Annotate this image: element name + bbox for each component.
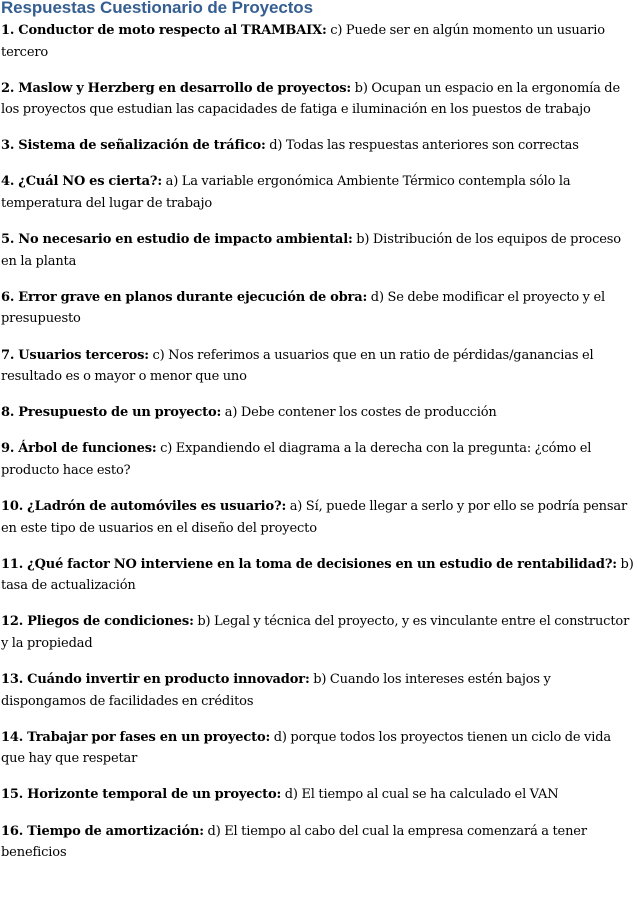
answer-text: a) La variable ergonómica Ambiente Térmico contempla sólo la temperatura del lugar de trabajo [1,174,571,212]
question-label: 4. ¿Cuál NO es cierta?: [1,174,163,190]
list-item [1,784,638,806]
question-label: 15. Horizonte temporal de un proyecto: [1,787,282,803]
answer-text: d) Todas las respuestas anteriores son correctas [269,138,579,154]
answer-text: b) tasa de actualización [1,556,634,594]
page-title: Respuestas Cuestionario de Proyectos [1,0,313,17]
answer-text: b) Legal y técnica del proyecto, y es vinculante entre el constructor y la propiedad [1,614,630,651]
list-item [1,496,638,539]
question-label: 8. Presupuesto de un proyecto: [1,405,222,421]
question-label: 6. Error grave en planos durante ejecución de obra: [1,289,368,305]
answer-text: d) porque todos los proyectos tienen un ciclo de vida que hay que respetar [1,729,612,767]
answer-list [1,20,638,864]
list-item [1,438,638,481]
answer-text: b) Ocupan un espacio en la ergonomía de los proyectos que estudian las capacidades de fatiga e iluminación en los puestos de trabajo [1,80,621,118]
list-item [1,345,638,388]
answer-text: d) Se debe modificar el proyecto y el presupuesto [1,289,606,327]
list-item [1,287,638,330]
list-item [1,229,638,272]
list-item [1,171,638,214]
question-label: 13. Cuándo invertir en producto innovador: [1,672,310,688]
question-label: 5. No necesario en estudio de impacto ambiental: [1,232,353,248]
list-item [1,821,638,864]
question-label: 12. Pliegos de condiciones: [1,614,194,630]
answer-text: d) El tiempo al cabo del cual la empresa comenzará a tener beneficios [1,823,587,861]
list-item [1,727,638,770]
answer-text: a) Debe contener los costes de producción [224,405,497,421]
answer-text: c) Expandiendo el diagrama a la derecha con la pregunta: ¿cómo el producto hace esto? [1,441,592,478]
list-item [1,554,638,597]
question-label: 2. Maslow y Herzberg en desarrollo de proyectos: [1,80,352,96]
list-item [1,611,638,654]
answer-text: c) Nos referimos a usuarios que en un ratio de pérdidas/ganancias el resultado es o mayor o menor que uno [1,347,594,385]
list-item [1,402,638,424]
question-label: 11. ¿Qué factor NO interviene en la toma de decisiones en un estudio de rentabilidad?: [1,556,617,572]
question-label: 9. Árbol de funciones: [1,441,157,457]
answer-text: b) Cuando los intereses estén bajos y dispongamos de facilidades en créditos [1,672,551,709]
question-label: 10. ¿Ladrón de automóviles es usuario?: [1,499,287,514]
answer-text: a) Sí, puede llegar a serlo y por ello se podría pensar en este tipo de usuarios en el diseño del proyecto [1,499,628,536]
question-label: 16. Tiempo de amortización: [1,823,204,839]
list-item [1,78,638,121]
list-item [1,135,638,157]
answer-text: c) Puede ser en algún momento un usuario tercero [1,23,605,60]
question-label: 1. Conductor de moto respecto al TRAMBAIX: [1,23,327,38]
list-item [1,669,638,712]
question-label: 14. Trabajar por fases en un proyecto: [1,729,271,745]
list-item [1,20,638,63]
answer-text: b) Distribución de los equipos de proceso en la planta [1,232,621,269]
question-label: 7. Usuarios terceros: [1,347,149,363]
answer-text: d) El tiempo al cual se ha calculado el VAN [284,787,559,803]
question-label: 3. Sistema de señalización de tráfico: [1,138,266,154]
